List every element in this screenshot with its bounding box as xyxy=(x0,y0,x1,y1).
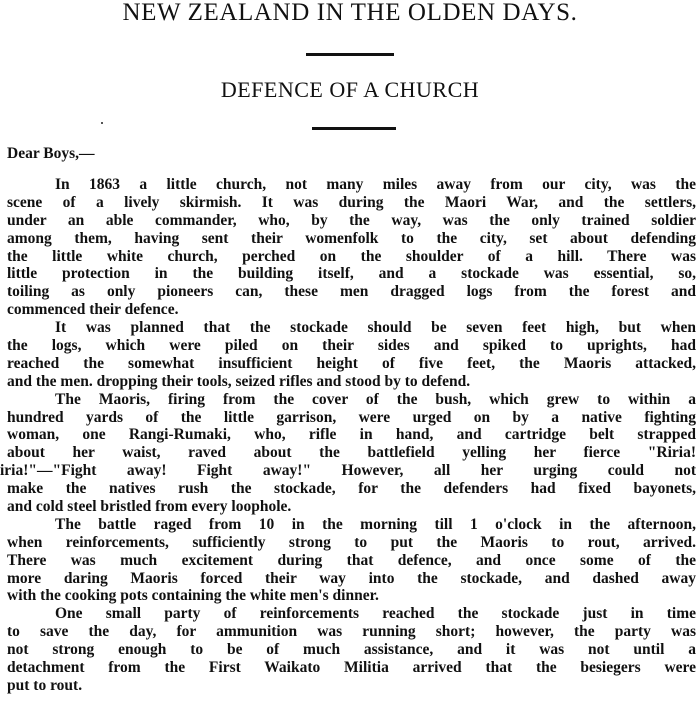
text-line: to save the day, for ammunition was running short; however, the party was xyxy=(7,623,696,641)
text-line: the logs, which were piled on their sides and spiked to uprights, had xyxy=(7,337,696,355)
text-line: and cold steel bristled from every loophole. xyxy=(7,498,292,516)
text-line: and the men. dropping their tools, seized rifles and stood by to defend. xyxy=(7,372,471,390)
text-line: more daring Maoris forced their way into the stockade, and dashed away xyxy=(7,569,696,587)
text-line: little protection in the building itself, and a stockade was essential, so, xyxy=(7,265,696,283)
text-line: iria!"—"Fight away! Fight away!" However, all her urging could not xyxy=(0,462,696,480)
text-line: In 1863 a little church, not many miles away from our city, was the xyxy=(55,176,696,193)
text-line: It was planned that the stockade should be seven feet high, but when xyxy=(55,319,696,337)
text-line: There was much excitement during that defence, and once some of the xyxy=(7,551,696,569)
text-line: among them, having sent their womenfolk to the city, set about defending xyxy=(7,229,696,247)
text-line: scene of a lively skirmish. It was during the Maori War, and the settlers, xyxy=(7,193,696,211)
article-body xyxy=(0,176,700,695)
text-line: the little white church, perched on the shoulder of a hill. There was xyxy=(7,247,696,265)
text-line: not strong enough to be of much assistance, and it was not until a xyxy=(7,641,696,659)
text-line: detachment from the First Waikato Militia arrived that the besiegers were xyxy=(7,659,696,677)
text-line: commenced their defence. xyxy=(7,301,179,319)
text-line: under an able commander, who, by the way, was the only trained soldier xyxy=(7,211,696,229)
text-line: The battle raged from 10 in the morning till 1 o'clock in the afternoon, xyxy=(55,515,696,533)
text-line: reached the somewhat insufficient height of five feet, the Maoris attacked, xyxy=(7,354,696,372)
text-line: toiling as only pioneers can, these men dragged logs from the forest and xyxy=(7,283,696,301)
text-line: about her waist, raved about the battlefield yelling her fierce "Riria! xyxy=(7,444,696,462)
text-line: The Maoris, firing from the cover of the bush, which grew to within a xyxy=(55,390,696,408)
divider-rule-top xyxy=(306,53,394,56)
print-speck xyxy=(101,122,103,124)
text-line: woman, one Rangi-Rumaki, who, rifle in hand, and cartridge belt strapped xyxy=(7,426,696,444)
text-line: make the natives rush the stockade, for the defenders had fixed bayonets, xyxy=(7,480,696,498)
headline: NEW ZEALAND IN THE OLDEN DAYS. xyxy=(122,0,578,26)
divider-rule-bottom xyxy=(312,127,396,130)
subheading: DEFENCE OF A CHURCH xyxy=(220,77,480,102)
text-line: put to rout. xyxy=(7,676,83,694)
salutation: Dear Boys,— xyxy=(7,145,95,162)
text-line: One small party of reinforcements reached the stockade just in time xyxy=(55,605,696,623)
text-line: hundred yards of the little garrison, were urged on by a native fighting xyxy=(7,408,696,426)
text-line: with the cooking pots containing the white men's dinner. xyxy=(7,587,379,605)
text-line: when reinforcements, sufficiently strong to put the Maoris to rout, arrived. xyxy=(7,533,696,551)
